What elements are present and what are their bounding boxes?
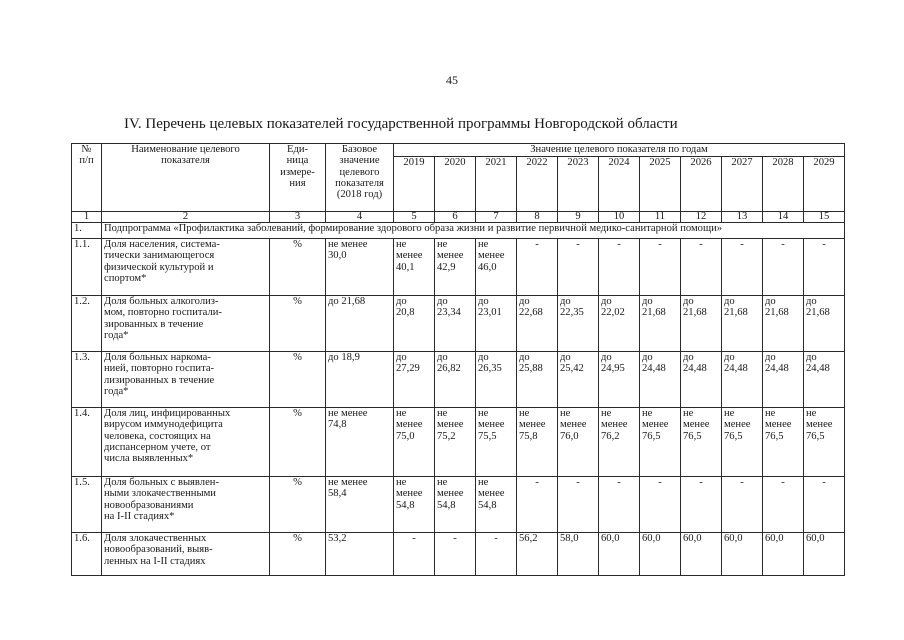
year-value-2023: до 22,35: [558, 296, 599, 352]
unit-cell: %: [270, 477, 326, 533]
header-col-base: Базовое значение целевого показателя (2018 год): [326, 144, 394, 212]
year-value-2027: -: [722, 239, 763, 296]
year-value-2020: до 26,82: [435, 352, 476, 408]
column-number-cell: 2: [102, 212, 270, 223]
year-value-2026: до 21,68: [681, 296, 722, 352]
year-value-2029: не менее 76,5: [804, 408, 845, 477]
indicators-table: [71, 143, 845, 576]
year-value-2024: -: [599, 239, 640, 296]
year-value-2024: до 22,02: [599, 296, 640, 352]
year-value-2026: до 24,48: [681, 352, 722, 408]
year-value-2021: -: [476, 533, 517, 576]
year-value-2024: до 24,95: [599, 352, 640, 408]
year-value-2020: до 23,34: [435, 296, 476, 352]
page-number: 45: [446, 73, 458, 87]
column-number-cell: 14: [763, 212, 804, 223]
year-value-2023: до 25,42: [558, 352, 599, 408]
year-value-2026: -: [681, 477, 722, 533]
year-value-2028: -: [763, 477, 804, 533]
year-value-2028: до 24,48: [763, 352, 804, 408]
base-value: не менее 74,8: [326, 408, 394, 477]
column-number-cell: 8: [517, 212, 558, 223]
year-value-2019: до 27,29: [394, 352, 435, 408]
column-number-cell: 9: [558, 212, 599, 223]
header-col-name: Наименование целевого показателя: [102, 144, 270, 212]
year-value-2024: -: [599, 477, 640, 533]
header-year-2027: 2027: [722, 157, 763, 212]
table-row: [72, 477, 845, 533]
column-number-cell: 6: [435, 212, 476, 223]
header-year-2020: 2020: [435, 157, 476, 212]
year-value-2021: до 23,01: [476, 296, 517, 352]
column-number-cell: 7: [476, 212, 517, 223]
indicator-name: Доля населения, система- тически занимающегося физической культурой и спортом*: [102, 239, 270, 296]
year-value-2027: 60,0: [722, 533, 763, 576]
column-number-cell: 5: [394, 212, 435, 223]
table-row: [72, 533, 845, 576]
table-row: [72, 352, 845, 408]
header-year-2021: 2021: [476, 157, 517, 212]
year-value-2028: 60,0: [763, 533, 804, 576]
year-value-2022: до 25,88: [517, 352, 558, 408]
year-value-2027: до 24,48: [722, 352, 763, 408]
year-value-2025: не менее 76,5: [640, 408, 681, 477]
row-number: 1.2.: [72, 296, 102, 352]
year-value-2025: до 21,68: [640, 296, 681, 352]
column-number-cell: 15: [804, 212, 845, 223]
indicator-name: Доля злокачественных новообразований, выяв- ленных на I-II стадиях: [102, 533, 270, 576]
year-value-2021: не менее 54,8: [476, 477, 517, 533]
year-value-2028: -: [763, 239, 804, 296]
row-number: 1.4.: [72, 408, 102, 477]
year-value-2025: 60,0: [640, 533, 681, 576]
header-year-2023: 2023: [558, 157, 599, 212]
year-value-2025: до 24,48: [640, 352, 681, 408]
header-years-group: Значение целевого показателя по годам: [394, 144, 845, 157]
year-value-2019: -: [394, 533, 435, 576]
year-value-2028: не менее 76,5: [763, 408, 804, 477]
year-value-2019: не менее 75,0: [394, 408, 435, 477]
year-value-2023: -: [558, 239, 599, 296]
header-year-2019: 2019: [394, 157, 435, 212]
header-year-2022: 2022: [517, 157, 558, 212]
year-value-2023: не менее 76,0: [558, 408, 599, 477]
base-value: 53,2: [326, 533, 394, 576]
table-row: [72, 239, 845, 296]
column-number-cell: 3: [270, 212, 326, 223]
year-value-2023: -: [558, 477, 599, 533]
base-value: до 21,68: [326, 296, 394, 352]
year-value-2021: до 26,35: [476, 352, 517, 408]
column-number-cell: 12: [681, 212, 722, 223]
year-value-2028: до 21,68: [763, 296, 804, 352]
header-year-2026: 2026: [681, 157, 722, 212]
year-value-2022: не менее 75,8: [517, 408, 558, 477]
base-value: до 18,9: [326, 352, 394, 408]
column-number-cell: 13: [722, 212, 763, 223]
row-number: 1.5.: [72, 477, 102, 533]
year-value-2029: 60,0: [804, 533, 845, 576]
year-value-2019: не менее 40,1: [394, 239, 435, 296]
header-year-2029: 2029: [804, 157, 845, 212]
year-value-2021: не менее 75,5: [476, 408, 517, 477]
indicator-name: Доля больных наркома- нией, повторно госпита- лизированных в течение года*: [102, 352, 270, 408]
unit-cell: %: [270, 533, 326, 576]
column-number-cell: 4: [326, 212, 394, 223]
year-value-2021: не менее 46,0: [476, 239, 517, 296]
unit-cell: %: [270, 239, 326, 296]
unit-cell: %: [270, 296, 326, 352]
year-value-2029: до 24,48: [804, 352, 845, 408]
year-value-2026: не менее 76,5: [681, 408, 722, 477]
indicator-name: Доля больных алкоголиз- мом, повторно госпитали- зированных в течение года*: [102, 296, 270, 352]
column-number-cell: 1: [72, 212, 102, 223]
indicator-name: Доля больных с выявлен- ными злокачественными новообразованиями на I-II стадиях*: [102, 477, 270, 533]
year-value-2029: до 21,68: [804, 296, 845, 352]
header-year-2025: 2025: [640, 157, 681, 212]
header-col-unit: Еди- ница измере- ния: [270, 144, 326, 212]
header-year-2028: 2028: [763, 157, 804, 212]
year-value-2029: -: [804, 477, 845, 533]
year-value-2024: 60,0: [599, 533, 640, 576]
year-value-2024: не менее 76,2: [599, 408, 640, 477]
table-row: [72, 296, 845, 352]
year-value-2026: 60,0: [681, 533, 722, 576]
year-value-2027: не менее 76,5: [722, 408, 763, 477]
year-value-2025: -: [640, 239, 681, 296]
unit-cell: %: [270, 352, 326, 408]
year-value-2020: не менее 42,9: [435, 239, 476, 296]
header-col-num: № п/п: [72, 144, 102, 212]
year-value-2027: до 21,68: [722, 296, 763, 352]
year-value-2022: до 22,68: [517, 296, 558, 352]
year-value-2020: не менее 54,8: [435, 477, 476, 533]
year-value-2025: -: [640, 477, 681, 533]
year-value-2020: -: [435, 533, 476, 576]
year-value-2023: 58,0: [558, 533, 599, 576]
table-row: [72, 408, 845, 477]
year-value-2020: не менее 75,2: [435, 408, 476, 477]
year-value-2022: -: [517, 239, 558, 296]
row-number: 1.3.: [72, 352, 102, 408]
document-title: IV. Перечень целевых показателей государственной программы Новгородской области: [124, 116, 678, 132]
year-value-2022: 56,2: [517, 533, 558, 576]
column-number-cell: 10: [599, 212, 640, 223]
column-number-cell: 11: [640, 212, 681, 223]
base-value: не менее 58,4: [326, 477, 394, 533]
header-year-2024: 2024: [599, 157, 640, 212]
year-value-2022: -: [517, 477, 558, 533]
unit-cell: %: [270, 408, 326, 477]
subprogram-number: 1.: [72, 223, 102, 239]
year-value-2027: -: [722, 477, 763, 533]
year-value-2019: до 20,8: [394, 296, 435, 352]
year-value-2029: -: [804, 239, 845, 296]
indicator-name: Доля лиц, инфицированных вирусом иммунодефицита человека, состоящих на диспансерном учете, от числа выявленных*: [102, 408, 270, 477]
row-number: 1.1.: [72, 239, 102, 296]
base-value: не менее 30,0: [326, 239, 394, 296]
year-value-2026: -: [681, 239, 722, 296]
subprogram-title: Подпрограмма «Профилактика заболеваний, формирование здорового образа жизни и развитие первичной медико-санитарной помощи»: [102, 223, 845, 239]
row-number: 1.6.: [72, 533, 102, 576]
year-value-2019: не менее 54,8: [394, 477, 435, 533]
